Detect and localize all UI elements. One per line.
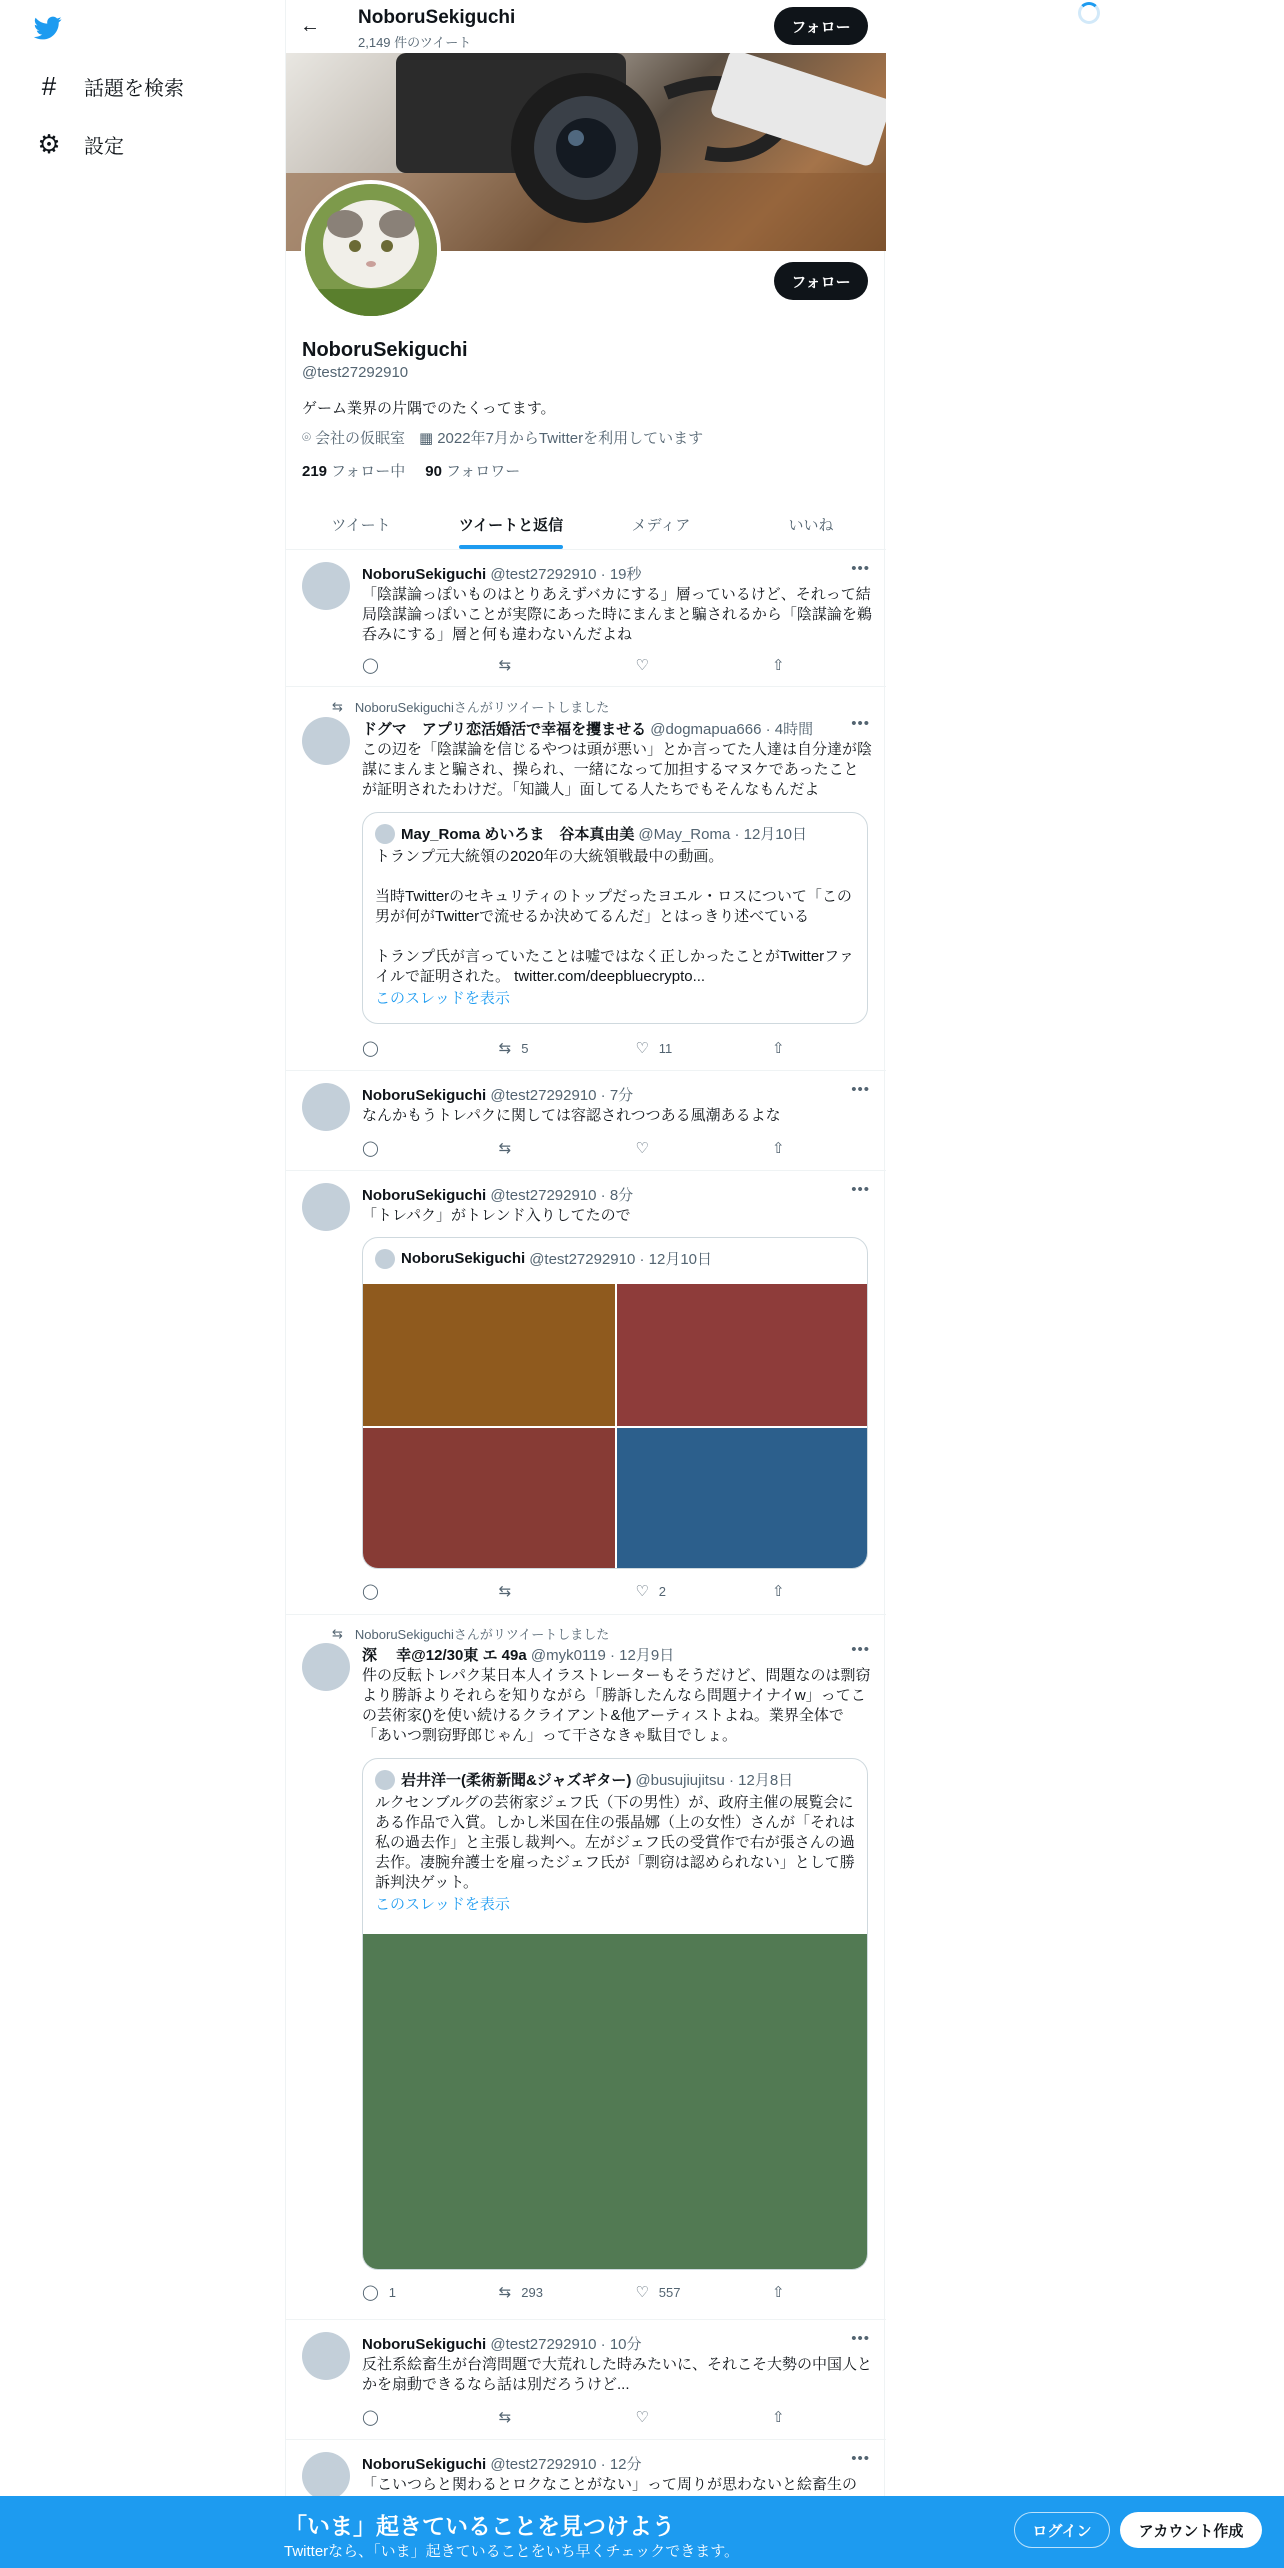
profile-bio: ゲーム業界の片隅でのたくってます。 (302, 400, 556, 417)
more-icon[interactable]: ••• (851, 1181, 870, 1198)
heart-icon: ♡ (635, 1140, 649, 1157)
quote-handle-time: @busujiujitsu · 12月8日 (635, 1772, 794, 1789)
header-tweet-count: 2,149 件のツイート (358, 35, 472, 50)
more-icon[interactable]: ••• (851, 715, 870, 732)
quote-tweet[interactable] (362, 1237, 868, 1569)
reply-button[interactable] (362, 2408, 452, 2426)
quote-text-2: 当時Twitterのセキュリティのトップだったヨエル・ロスについて「この男が何がTwitterで流せるか決めてるんだ」とはっきり述べている (375, 888, 852, 925)
twitter-logo-icon[interactable] (32, 14, 64, 42)
tweet-header (362, 1084, 872, 1105)
retweet-button[interactable] (499, 1039, 589, 1057)
login-prompt-title: 「いま」起きていることを見つけよう (284, 2513, 675, 2539)
profile-name: NoboruSekiguchi (302, 339, 468, 361)
media-image[interactable] (363, 1934, 868, 2270)
tweet-text: 反社系絵畜生が台湾問題で大荒れした時みたいに、それこそ大勢の中国人とかを扇動できるなら話は別だろうけど... (362, 2356, 873, 2393)
author-handle-time[interactable]: @test27292910 · 10分 (490, 2336, 642, 2353)
joined-text: 2022年7月からTwitterを利用しています (437, 430, 704, 447)
avatar[interactable] (302, 1083, 350, 1131)
tweet-actions (362, 2408, 792, 2426)
like-count: 557 (658, 2284, 681, 2300)
tweet-actions (362, 2283, 792, 2301)
share-button[interactable] (772, 1139, 792, 1157)
following-label: フォロー中 (331, 463, 406, 480)
like-button[interactable] (635, 2283, 725, 2301)
retweet-icon: ⇆ (332, 698, 343, 714)
author-name[interactable]: 深 幸@12/30東 エ 49a (362, 1647, 527, 1664)
tweet-header (362, 718, 872, 739)
quote-header (375, 1248, 712, 1269)
media-image[interactable] (363, 1428, 615, 1569)
like-count: 11 (658, 1040, 673, 1056)
profile-handle: @test27292910 (302, 364, 409, 381)
quote-text: ルクセンブルグの芸術家ジェフ氏（下の男性）が、政府主催の展覧会にある作品で入賞。しかし米国在住の張晶娜（上の女性）さんが「それは私の過去作」と主張し裁判へ。左がジェフ氏の受賞作で右が張さんの過去作。凄腕弁護士を雇ったジェフ氏が「剽窃は認められない」として勝訴判決ゲット。 (375, 1794, 856, 1891)
tweet[interactable] (286, 1071, 886, 1171)
author-name[interactable]: NoboruSekiguchi (362, 1087, 487, 1104)
following-count: 219 (302, 463, 328, 480)
tab-likes[interactable]: いいね (788, 517, 834, 534)
quote-author-name: NoboruSekiguchi (401, 1250, 526, 1267)
retweet-icon: ⇆ (498, 657, 512, 674)
quote-handle-time: @May_Roma · 12月10日 (638, 826, 807, 843)
share-button[interactable] (772, 2408, 792, 2426)
tweet-actions (362, 656, 792, 674)
tweet-actions (362, 1139, 792, 1157)
profile-avatar[interactable] (301, 180, 441, 320)
retweet-icon: ⇆ (498, 2409, 512, 2426)
quote-text-1: トランプ元大統領の2020年の大統領戦最中の動画。 (375, 848, 724, 865)
tweet[interactable] (286, 687, 886, 1071)
more-icon[interactable]: ••• (851, 1641, 870, 1658)
main-column (285, 0, 885, 2568)
heart-icon: ♡ (635, 2284, 649, 2301)
tweet-text: 件の反転トレパク某日本人イラストレーターもそうだけど、問題なのは剽窃より勝訴よりそれらを知りながら「勝訴したんなら問題ナイナイw」ってこの芸術家()を使い続けるクライアント&他アーティストよね。業界全体で「あいつ剽窃野郎じゃん」って干さなきゃ駄目でしょ。 (362, 1667, 871, 1744)
avatar[interactable] (302, 1183, 350, 1231)
calendar-icon: ▦ (419, 429, 434, 447)
quote-author-name: May_Roma めいろま 谷本真由美 (401, 826, 635, 843)
quote-avatar (375, 1770, 395, 1790)
quote-handle-time: @test27292910 · 12月10日 (529, 1251, 713, 1268)
reply-icon: ◯ (362, 2284, 379, 2301)
retweet-button[interactable] (499, 1139, 589, 1157)
retweet-icon: ⇆ (332, 1625, 343, 1641)
reply-button[interactable] (362, 656, 452, 674)
retweet-indicator (332, 697, 609, 716)
profile-meta (302, 427, 717, 448)
reply-button[interactable] (362, 1582, 452, 1600)
reply-count: 1 (388, 2284, 397, 2300)
followers-label: フォロワー (445, 463, 521, 480)
retweet-icon: ⇆ (498, 1583, 512, 1600)
share-icon: ⇧ (771, 2409, 785, 2426)
like-button[interactable] (635, 1582, 725, 1600)
media-grid (363, 1284, 868, 1569)
author-handle-time[interactable]: @myk0119 · 12月9日 (530, 1647, 675, 1664)
loading-spinner-icon (1078, 2, 1100, 24)
author-name[interactable]: ドグマ アプリ恋活婚活で幸福を攫ませる (362, 721, 647, 738)
followers-count: 90 (425, 463, 442, 480)
tweet[interactable] (286, 1615, 886, 2320)
tweet-header (362, 1184, 872, 1205)
profile-location (302, 427, 405, 448)
quote-avatar (375, 824, 395, 844)
nav-settings[interactable] (36, 124, 124, 164)
tweet-actions (362, 1582, 792, 1600)
tweet-text: 「トレパク」がトレンド入りしてたので (362, 1207, 631, 1224)
profile-joined (419, 427, 703, 448)
author-handle-time[interactable]: @test27292910 · 8分 (490, 1187, 634, 1204)
profile-stats (302, 460, 540, 481)
share-icon: ⇧ (771, 1583, 785, 1600)
heart-icon: ♡ (635, 2409, 649, 2426)
retweet-icon: ⇆ (498, 1040, 512, 1057)
retweet-icon: ⇆ (498, 2284, 512, 2301)
like-button[interactable] (635, 1039, 725, 1057)
tweet-header (362, 2333, 872, 2354)
quote-header (375, 1769, 793, 1790)
retweet-icon: ⇆ (498, 1140, 512, 1157)
more-icon[interactable]: ••• (851, 2450, 870, 2467)
heart-icon: ♡ (635, 1040, 649, 1057)
share-button[interactable] (772, 1039, 792, 1057)
signup-button[interactable]: アカウント作成 (1120, 2512, 1262, 2548)
quote-author-name: 岩井洋一(柔術新聞&ジャズギター) (401, 1772, 632, 1789)
tweet-header (362, 563, 872, 584)
share-icon: ⇧ (771, 1140, 785, 1157)
tab-tweets[interactable]: ツイート (331, 517, 391, 534)
gear-icon: ⚙ (37, 128, 61, 159)
more-icon[interactable]: ••• (851, 2330, 870, 2347)
quote-text-3: トランプ氏が言っていたことは嘘ではなく正しかったことがTwitterファイルで証明された。 twitter.com/deepbluecrypto... (375, 948, 854, 985)
following-link[interactable] (302, 460, 405, 481)
reply-icon: ◯ (362, 657, 379, 674)
share-button[interactable] (772, 656, 792, 674)
quote-tweet[interactable] (362, 1758, 868, 2270)
retweet-label[interactable]: NoboruSekiguchiさんがリツイートしました (354, 1627, 610, 1642)
author-handle-time[interactable]: @test27292910 · 12分 (490, 2456, 642, 2473)
author-handle-time[interactable]: @test27292910 · 7分 (490, 1087, 634, 1104)
login-button[interactable]: ログイン (1014, 2512, 1110, 2548)
hash-icon: # (41, 70, 57, 101)
share-button[interactable] (772, 2283, 792, 2301)
more-icon[interactable]: ••• (851, 1081, 870, 1098)
tweet-text: 「こいつらと関わるとロクなことがない」って周りが思わないと絵畜生の (362, 2476, 858, 2493)
retweet-count: 5 (521, 1040, 529, 1056)
like-count: 2 (658, 1583, 666, 1599)
avatar[interactable] (302, 2452, 350, 2500)
nav-settings-label: 設定 (84, 135, 124, 158)
reply-icon: ◯ (362, 1040, 379, 1057)
author-name[interactable]: NoboruSekiguchi (362, 566, 487, 583)
reply-icon: ◯ (362, 1583, 379, 1600)
media-image[interactable] (363, 1284, 615, 1426)
author-name[interactable]: NoboruSekiguchi (362, 2336, 487, 2353)
heart-icon: ♡ (635, 1583, 649, 1600)
show-thread-link[interactable]: このスレッドを表示 (375, 990, 510, 1007)
tweet-header (362, 1644, 872, 1665)
header-name: NoboruSekiguchi (358, 7, 516, 28)
back-arrow-icon[interactable]: ← (300, 15, 320, 37)
quote-tweet[interactable] (362, 812, 868, 1024)
tweet-header (362, 2453, 872, 2474)
retweet-count: 293 (521, 2284, 543, 2300)
more-icon[interactable]: ••• (851, 560, 870, 577)
like-button[interactable] (635, 656, 725, 674)
nav-explore[interactable] (36, 66, 184, 106)
retweet-button[interactable] (499, 656, 589, 674)
retweet-indicator (332, 1624, 609, 1643)
avatar[interactable] (302, 1643, 350, 1691)
location-text: 会社の仮眠室 (315, 430, 406, 447)
share-button[interactable] (772, 1582, 792, 1600)
retweet-button[interactable] (499, 2408, 589, 2426)
location-pin-icon: ⌾ (302, 429, 312, 446)
top-header (286, 0, 886, 53)
media-image[interactable] (617, 1284, 868, 1426)
reply-button[interactable] (362, 1139, 452, 1157)
reply-button[interactable] (362, 1039, 452, 1057)
reply-icon: ◯ (362, 1140, 379, 1157)
header-follow-button[interactable]: フォロー (774, 7, 868, 45)
reply-button[interactable] (362, 2283, 452, 2301)
share-icon: ⇧ (771, 657, 785, 674)
retweet-label[interactable]: NoboruSekiguchiさんがリツイートしました (354, 700, 610, 715)
tweet-text: この辺を「陰謀論を信じるやつは頭が悪い」とか言ってた人達は自分達が陰謀にまんまと騙され、操られ、一緒になって加担するマヌケであったことが証明されたわけだ。「知識人」面してる人たちでもそんなもんだよ (362, 741, 873, 798)
author-handle-time[interactable]: @dogmapua666 · 4時間 (650, 721, 814, 738)
show-thread-link[interactable]: このスレッドを表示 (375, 1896, 510, 1913)
author-handle-time[interactable]: @test27292910 · 19秒 (490, 566, 642, 583)
tweet[interactable] (286, 2320, 886, 2440)
media-image[interactable] (617, 1428, 868, 1569)
like-button[interactable] (635, 1139, 725, 1157)
profile-follow-button[interactable]: フォロー (774, 262, 868, 300)
tweet-text: 「陰謀論っぽいものはとりあえずバカにする」層っているけど、それって結局陰謀論っぽいことが実際にあった時にまんまと騙されるから「陰謀論を鵜呑みにする」層と何も違わないんだよね (362, 586, 872, 643)
avatar[interactable] (302, 2332, 350, 2380)
avatar[interactable] (302, 717, 350, 765)
tweet[interactable] (286, 1171, 886, 1615)
tweet[interactable] (286, 550, 886, 687)
login-prompt-bar (0, 2496, 1284, 2568)
heart-icon: ♡ (635, 657, 649, 674)
author-name[interactable]: NoboruSekiguchi (362, 2456, 487, 2473)
retweet-button[interactable] (499, 1582, 589, 1600)
tweet-text: なんかもうトレパクに関しては容認されつつある風潮あるよな (362, 1107, 781, 1124)
tweet-actions (362, 1039, 792, 1057)
quote-avatar (375, 1249, 395, 1269)
reply-icon: ◯ (362, 2409, 379, 2426)
login-prompt-subtitle: Twitterなら、「いま」起きていることをいち早くチェックできます。 (284, 2543, 740, 2560)
author-name[interactable]: NoboruSekiguchi (362, 1187, 487, 1204)
nav-explore-label: 話題を検索 (84, 77, 184, 100)
avatar[interactable] (302, 562, 350, 610)
quote-header (375, 823, 807, 844)
tab-tweets-and-replies[interactable]: ツイートと返信 (436, 500, 586, 549)
tab-media[interactable]: メディア (631, 517, 691, 534)
retweet-button[interactable] (499, 2283, 589, 2301)
share-icon: ⇧ (771, 1040, 785, 1057)
like-button[interactable] (635, 2408, 725, 2426)
share-icon: ⇧ (771, 2284, 785, 2301)
followers-link[interactable] (425, 460, 520, 481)
profile-tabs (286, 500, 886, 550)
